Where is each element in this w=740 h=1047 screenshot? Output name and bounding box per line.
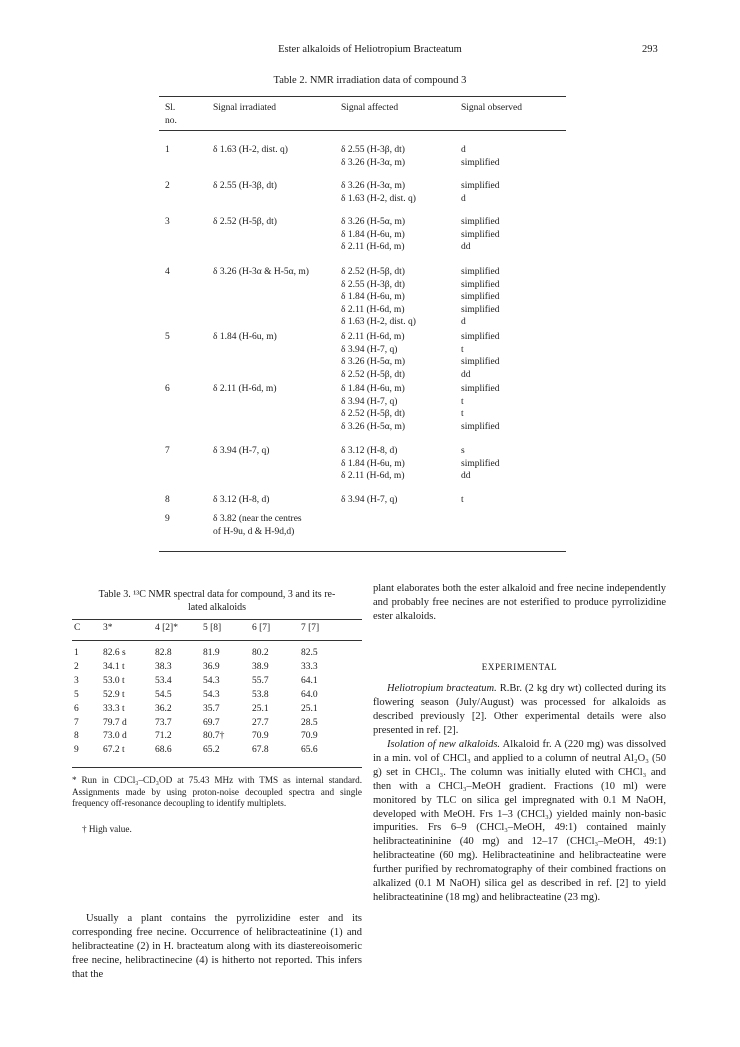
table3-shift-value: 53.0 t [103, 675, 125, 686]
table3-shift-value: 54.3 [203, 689, 220, 700]
table3-carbon-label: 8 [74, 731, 79, 742]
table3-body [0, 0, 370, 780]
table2-cell-irradiated: δ 3.12 (H-8, d) [213, 495, 270, 505]
table2-cell-no: 6 [165, 384, 170, 394]
table3-shift-value: 54.3 [203, 675, 220, 686]
table3-header-cell: C [74, 623, 81, 633]
table2-cell-no: 4 [165, 267, 170, 277]
table2-header-observed: Signal observed [461, 103, 522, 113]
table2-cell-affected: δ 3.26 (H-5α, m) δ 1.84 (H-6u, m) δ 2.11 (H-6d, m) [341, 217, 406, 253]
table2-cell-no: 2 [165, 181, 170, 191]
table3-bottom-rule [72, 767, 362, 768]
table2-cell-irradiated: δ 2.52 (H-5β, dt) [213, 217, 277, 227]
table2-cell-irradiated: δ 3.94 (H-7, q) [213, 446, 270, 456]
table2-cell-observed: simplified simplified dd [461, 217, 500, 253]
table2-cell-observed: d simplified [461, 145, 500, 168]
table3-shift-value: 70.9 [301, 731, 318, 742]
table3-shift-value: 67.2 t [103, 745, 125, 756]
experimental-para-plant: Heliotropium bracteatum. R.Br. (2 kg dry wt) collected during its flowering season (July/August) was processed for alkaloids as described previously [2]. Other experimental details were also presented in ref. [2]. [373, 683, 666, 736]
table2-cell-no: 3 [165, 217, 170, 227]
table3-carbon-label: 2 [74, 661, 79, 672]
table3-shift-value: 27.7 [252, 717, 269, 728]
table2-cell-affected: δ 3.94 (H-7, q) [341, 495, 398, 505]
table3-shift-value: 64.0 [301, 689, 318, 700]
table2-cell-observed: t [461, 495, 464, 505]
table3-shift-value: 36.9 [203, 661, 220, 672]
table2-cell-affected: δ 1.84 (H-6u, m) δ 3.94 (H-7, q) δ 2.52 (H-5β, dt) δ 3.26 (H-5α, m) [341, 384, 406, 432]
table2-cell-no: 1 [165, 145, 170, 155]
table2-cell-affected: δ 3.26 (H-3α, m) δ 1.63 (H-2, dist. q) [341, 181, 416, 204]
table3-shift-value: 52.9 t [103, 689, 125, 700]
table3-shift-value: 35.7 [203, 703, 220, 714]
table3-shift-value: 65.6 [301, 745, 318, 756]
table3-carbon-label: 7 [74, 717, 79, 728]
table3-header-cell: 6 [7] [252, 623, 271, 633]
table3-shift-value: 34.1 t [103, 661, 125, 672]
table3-shift-value: 65.2 [203, 745, 220, 756]
table2-cell-irradiated: δ 1.63 (H-2, dist. q) [213, 145, 288, 155]
table2-cell-irradiated: δ 3.82 (near the centres of H-9u, d & H-9d,d) [213, 514, 302, 537]
table3-shift-value: 69.7 [203, 717, 220, 728]
table3-shift-value: 81.9 [203, 648, 220, 658]
table3-shift-value: 33.3 t [103, 703, 125, 714]
table3-shift-value: 53.8 [252, 689, 269, 700]
table2-cell-observed: simplified t simplified dd [461, 332, 500, 380]
table2-cell-affected: δ 3.12 (H-8, d) δ 1.84 (H-6u, m) δ 2.11 (H-6d, m) [341, 446, 405, 482]
table3-carbon-label: 3 [74, 675, 79, 686]
table3-caption: Table 3. ¹³C NMR spectral data for compound, 3 and its re- lated alkaloids [98, 589, 336, 613]
table3-carbon-label: 1 [74, 648, 79, 658]
discussion-paragraph: Usually a plant contains the pyrrolizidine ester and its corresponding free necine. Occurrence of helibracteatinine (1) and helibracteatine (2) in H. bracteatum along with its diastereoisomeric free necine, helibractinecine (4) is hitherto not reported. This infers that the [72, 913, 362, 980]
table2-cell-no: 8 [165, 495, 170, 505]
table2-header-affected: Signal affected [341, 103, 399, 113]
table2-cell-no: 5 [165, 332, 170, 342]
table2-cell-affected: δ 2.52 (H-5β, dt) δ 2.55 (H-3β, dt) δ 1.84 (H-6u, m) δ 2.11 (H-6d, m) δ 1.63 (H-2, dist. q) [341, 267, 416, 328]
table3-shift-value: 82.8 [155, 648, 172, 658]
table2-cell-observed: s simplified dd [461, 446, 500, 482]
table2-header-slno: Sl. no. [165, 103, 177, 126]
table3-shift-value: 82.6 s [103, 648, 126, 658]
table2-cell-affected: δ 2.11 (H-6d, m) δ 3.94 (H-7, q) δ 3.26 (H-5α, m) δ 2.52 (H-5β, dt) [341, 332, 406, 380]
table3-shift-value: 71.2 [155, 731, 172, 742]
table3-shift-value: 73.0 d [103, 731, 127, 742]
table3-header-cell: 7 [7] [301, 623, 320, 633]
table3-footnote: * Run in CDCl₃–CD₃OD at 75.43 MHz with TMS as internal standard. Assignments made by using proton-noise decoupled spectra and single frequency off-resonance decoupling to identify multiplets. [72, 775, 362, 809]
table3-shift-value: 80.7† [203, 731, 225, 742]
table2-cell-observed: simplified t t simplified [461, 384, 500, 432]
table3-header-cell: 4 [2]* [155, 623, 178, 633]
table2-header-irradiated: Signal irradiated [213, 103, 277, 113]
table3-header-cell: 3* [103, 623, 113, 633]
plant-name: Heliotropium bracteatum. [387, 683, 497, 694]
table3-carbon-label: 9 [74, 745, 79, 756]
table3-shift-value: 25.1 [301, 703, 318, 714]
table3-shift-value: 70.9 [252, 731, 269, 742]
table3-shift-value: 33.3 [301, 661, 318, 672]
table3-shift-value: 67.8 [252, 745, 269, 756]
table3-shift-value: 38.9 [252, 661, 269, 672]
running-header-title: Ester alkaloids of Heliotropium Bracteatum [278, 44, 462, 55]
table2-cell-no: 9 [165, 514, 170, 524]
table3-shift-value: 25.1 [252, 703, 269, 714]
table3-shift-value: 82.5 [301, 648, 318, 658]
table2-caption: Table 2. NMR irradiation data of compound 3 [273, 75, 467, 86]
experimental-para-isolation: Isolation of new alkaloids. Alkaloid fr. A (220 mg) was dissolved in a min. vol of CHCl₃ and applied to a column of neutral Al₂O₃ (50 g) set in CHCl₃. The column was initially eluted with CHCl₃ and then with a CHCl₃–MeOH gradient. Fractions (10 ml) were monitored by TLC on silica gel impregnated with 0.1 M NaOH, developed with MeOH. Frs 1–3 (CHCl₃) yielded mainly non-basic impurities. Frs 6–9 (CHCl₃–MeOH, 49:1) contained mainly helibracteatininine (40 mg) and 12–17 (CHCl₃–MeOH, 49:1) helibracteatine (60 mg). Helibracteatinine and helibracteatine were further purified by rechromatography of their combined fractions on alkalized (0.1 M NaOH) silica gel as described in ref. [2] to yield helibracteatinine (18 mg) and helibracteatine (23 mg). [373, 739, 666, 903]
table3-shift-value: 68.6 [155, 745, 172, 756]
table3-shift-value: 28.5 [301, 717, 318, 728]
experimental-heading: EXPERIMENTAL [481, 662, 558, 672]
table2-cell-irradiated: δ 2.55 (H-3β, dt) [213, 181, 277, 191]
table2-cell-no: 7 [165, 446, 170, 456]
table3-shift-value: 53.4 [155, 675, 172, 686]
table3-header-cell: 5 [8] [203, 623, 222, 633]
table3-shift-value: 54.5 [155, 689, 172, 700]
table2-cell-irradiated: δ 1.84 (H-6u, m) [213, 332, 277, 342]
table2-cell-irradiated: δ 3.26 (H-3α & H-5α, m) [213, 267, 309, 277]
table3-footnote-dagger: † High value. [82, 824, 132, 834]
page-number: 293 [642, 44, 658, 55]
table3-shift-value: 36.2 [155, 703, 172, 714]
isolation-heading: Isolation of new alkaloids. [387, 739, 501, 750]
table3-shift-value: 73.7 [155, 717, 172, 728]
table2-cell-observed: simplified d [461, 181, 500, 204]
table2-cell-observed: simplified simplified simplified simplified d [461, 267, 500, 328]
discussion-continuation: plant elaborates both the ester alkaloid and free necine independently and probably free necines are not esterified to produce pyrrolizidine ester alkaloids. [373, 583, 666, 622]
table2-cell-affected: δ 2.55 (H-3β, dt) δ 3.26 (H-3α, m) [341, 145, 406, 168]
table3-shift-value: 64.1 [301, 675, 318, 686]
table3-shift-value: 38.3 [155, 661, 172, 672]
table3-shift-value: 79.7 d [103, 717, 127, 728]
table3-carbon-label: 6 [74, 703, 79, 714]
table3-carbon-label: 5 [74, 689, 79, 700]
table2-cell-irradiated: δ 2.11 (H-6d, m) [213, 384, 277, 394]
table3-shift-value: 55.7 [252, 675, 269, 686]
table3-shift-value: 80.2 [252, 648, 269, 658]
